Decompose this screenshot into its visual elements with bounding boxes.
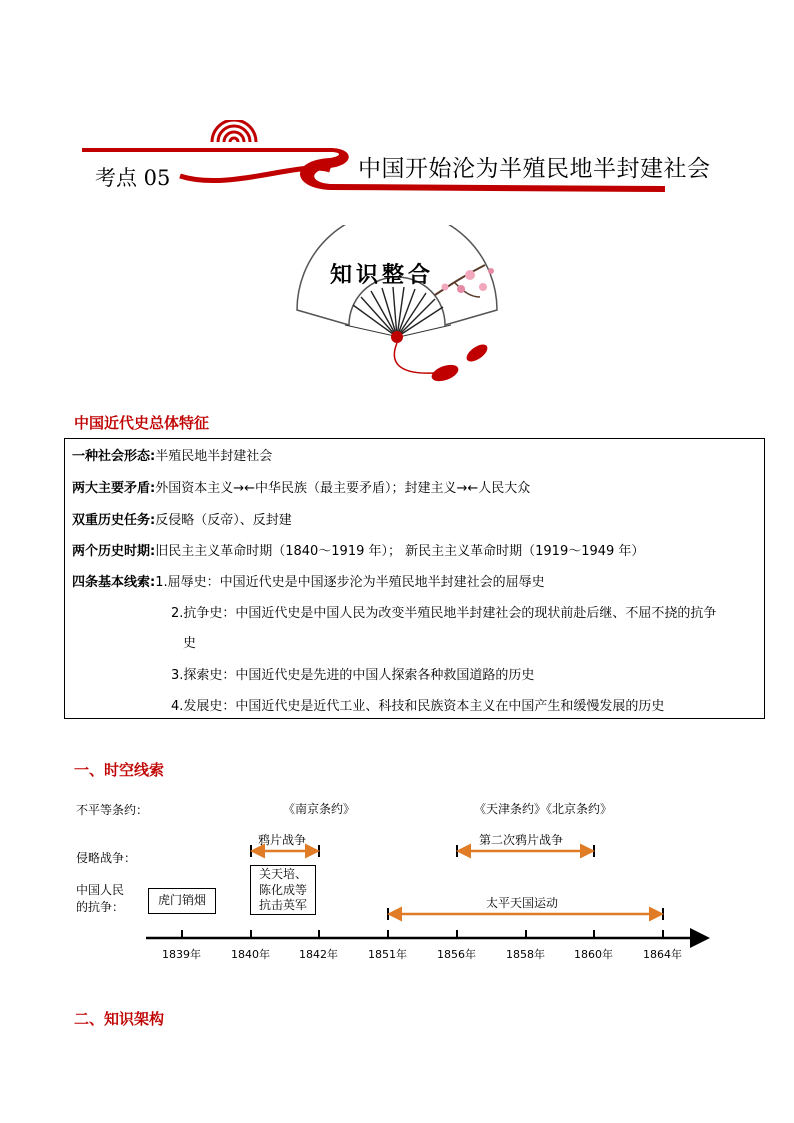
- arc-ornament-icon: [212, 120, 256, 142]
- timeline-label-resistance: 的抗争：: [76, 900, 125, 914]
- feature-text: 旧民主主义革命时期（1840～1919 年）； 新民主主义革命时期（1919～1949 年）: [155, 544, 645, 559]
- year-label: 1851年: [368, 948, 407, 961]
- event-humen-box: 虎门销烟: [148, 888, 216, 914]
- feature-text: 外国资本主义→←中华民族（最主要矛盾）；封建主义→←人民大众: [155, 481, 531, 496]
- event-taiping: 太平天国运动: [486, 896, 559, 910]
- fan-icon: [297, 225, 497, 384]
- timeline-label-resistance: 中国人民: [76, 883, 125, 897]
- banner-text: 知识整合: [330, 262, 435, 288]
- section-heading: 一、时空线索: [74, 761, 165, 779]
- feature-row: [72, 445, 272, 464]
- feature-label: 两个历史时期:: [72, 544, 156, 559]
- feature-row: [72, 477, 530, 496]
- treaty-tianjin-beijing: 《天津条约》《北京条约》: [474, 802, 613, 816]
- feature-line: 3.探索史：中国近代史是先进的中国人探索各种救国道路的历史: [171, 668, 535, 683]
- timeline-label-treaties: 不平等条约：: [76, 803, 149, 817]
- year-label: 1839年: [162, 948, 201, 961]
- feature-row: [72, 540, 644, 559]
- span-opium-war: [251, 845, 319, 857]
- event-guan-line: 抗击英军: [258, 898, 307, 912]
- year-label: 1858年: [506, 948, 545, 961]
- feature-line: 4.发展史：中国近代史是近代工业、科技和民族资本主义在中国产生和缓慢发展的历史: [171, 699, 665, 714]
- page-title: 中国开始沦为半殖民地半封建社会: [358, 156, 711, 182]
- feature-text: 反侵略（反帝）、反封建: [155, 513, 292, 528]
- year-label: 1856年: [437, 948, 476, 961]
- war-second-opium: 第二次鸦片战争: [479, 833, 564, 847]
- section-heading: 二、知识架构: [74, 1010, 165, 1028]
- features-heading: 中国近代史总体特征: [74, 414, 210, 432]
- event-guan-line: 关天培、: [258, 867, 307, 881]
- feature-line: 2.抗争史：中国近代史是中国人民为改变半殖民地半封建社会的现状前赴后继、不屈不挠的抗争: [171, 606, 717, 621]
- year-label: 1864年: [643, 948, 682, 961]
- year-label: 1842年: [299, 948, 338, 961]
- topic-code: 考点 05: [95, 166, 171, 190]
- year-label: 1860年: [574, 948, 613, 961]
- fan-banner: [285, 225, 510, 390]
- feature-text: 1.屈辱史：中国近代史是中国逐步沦为半殖民地半封建社会的屈辱史: [155, 575, 545, 590]
- span-second-opium-war: [457, 845, 594, 857]
- span-taiping: [388, 908, 663, 920]
- feature-label: 双重历史任务:: [72, 513, 156, 528]
- feature-text: 半殖民地半封建社会: [155, 449, 273, 464]
- timeline-label-wars: 侵略战争：: [76, 851, 137, 865]
- timeline-graphic: [140, 840, 720, 950]
- treaty-nanjing: 《南京条约》: [283, 802, 356, 816]
- year-label: 1840年: [231, 948, 270, 961]
- feature-label: 四条基本线索:: [72, 575, 156, 590]
- event-guan-line: 陈化成等: [258, 882, 307, 897]
- features-table: [64, 438, 765, 719]
- feature-label: 两大主要矛盾:: [72, 481, 156, 496]
- feature-row: [72, 571, 545, 590]
- war-opium: 鸦片战争: [258, 833, 307, 847]
- feature-row: [72, 509, 292, 528]
- feature-label: 一种社会形态:: [72, 449, 156, 464]
- feature-line: 史: [183, 636, 197, 651]
